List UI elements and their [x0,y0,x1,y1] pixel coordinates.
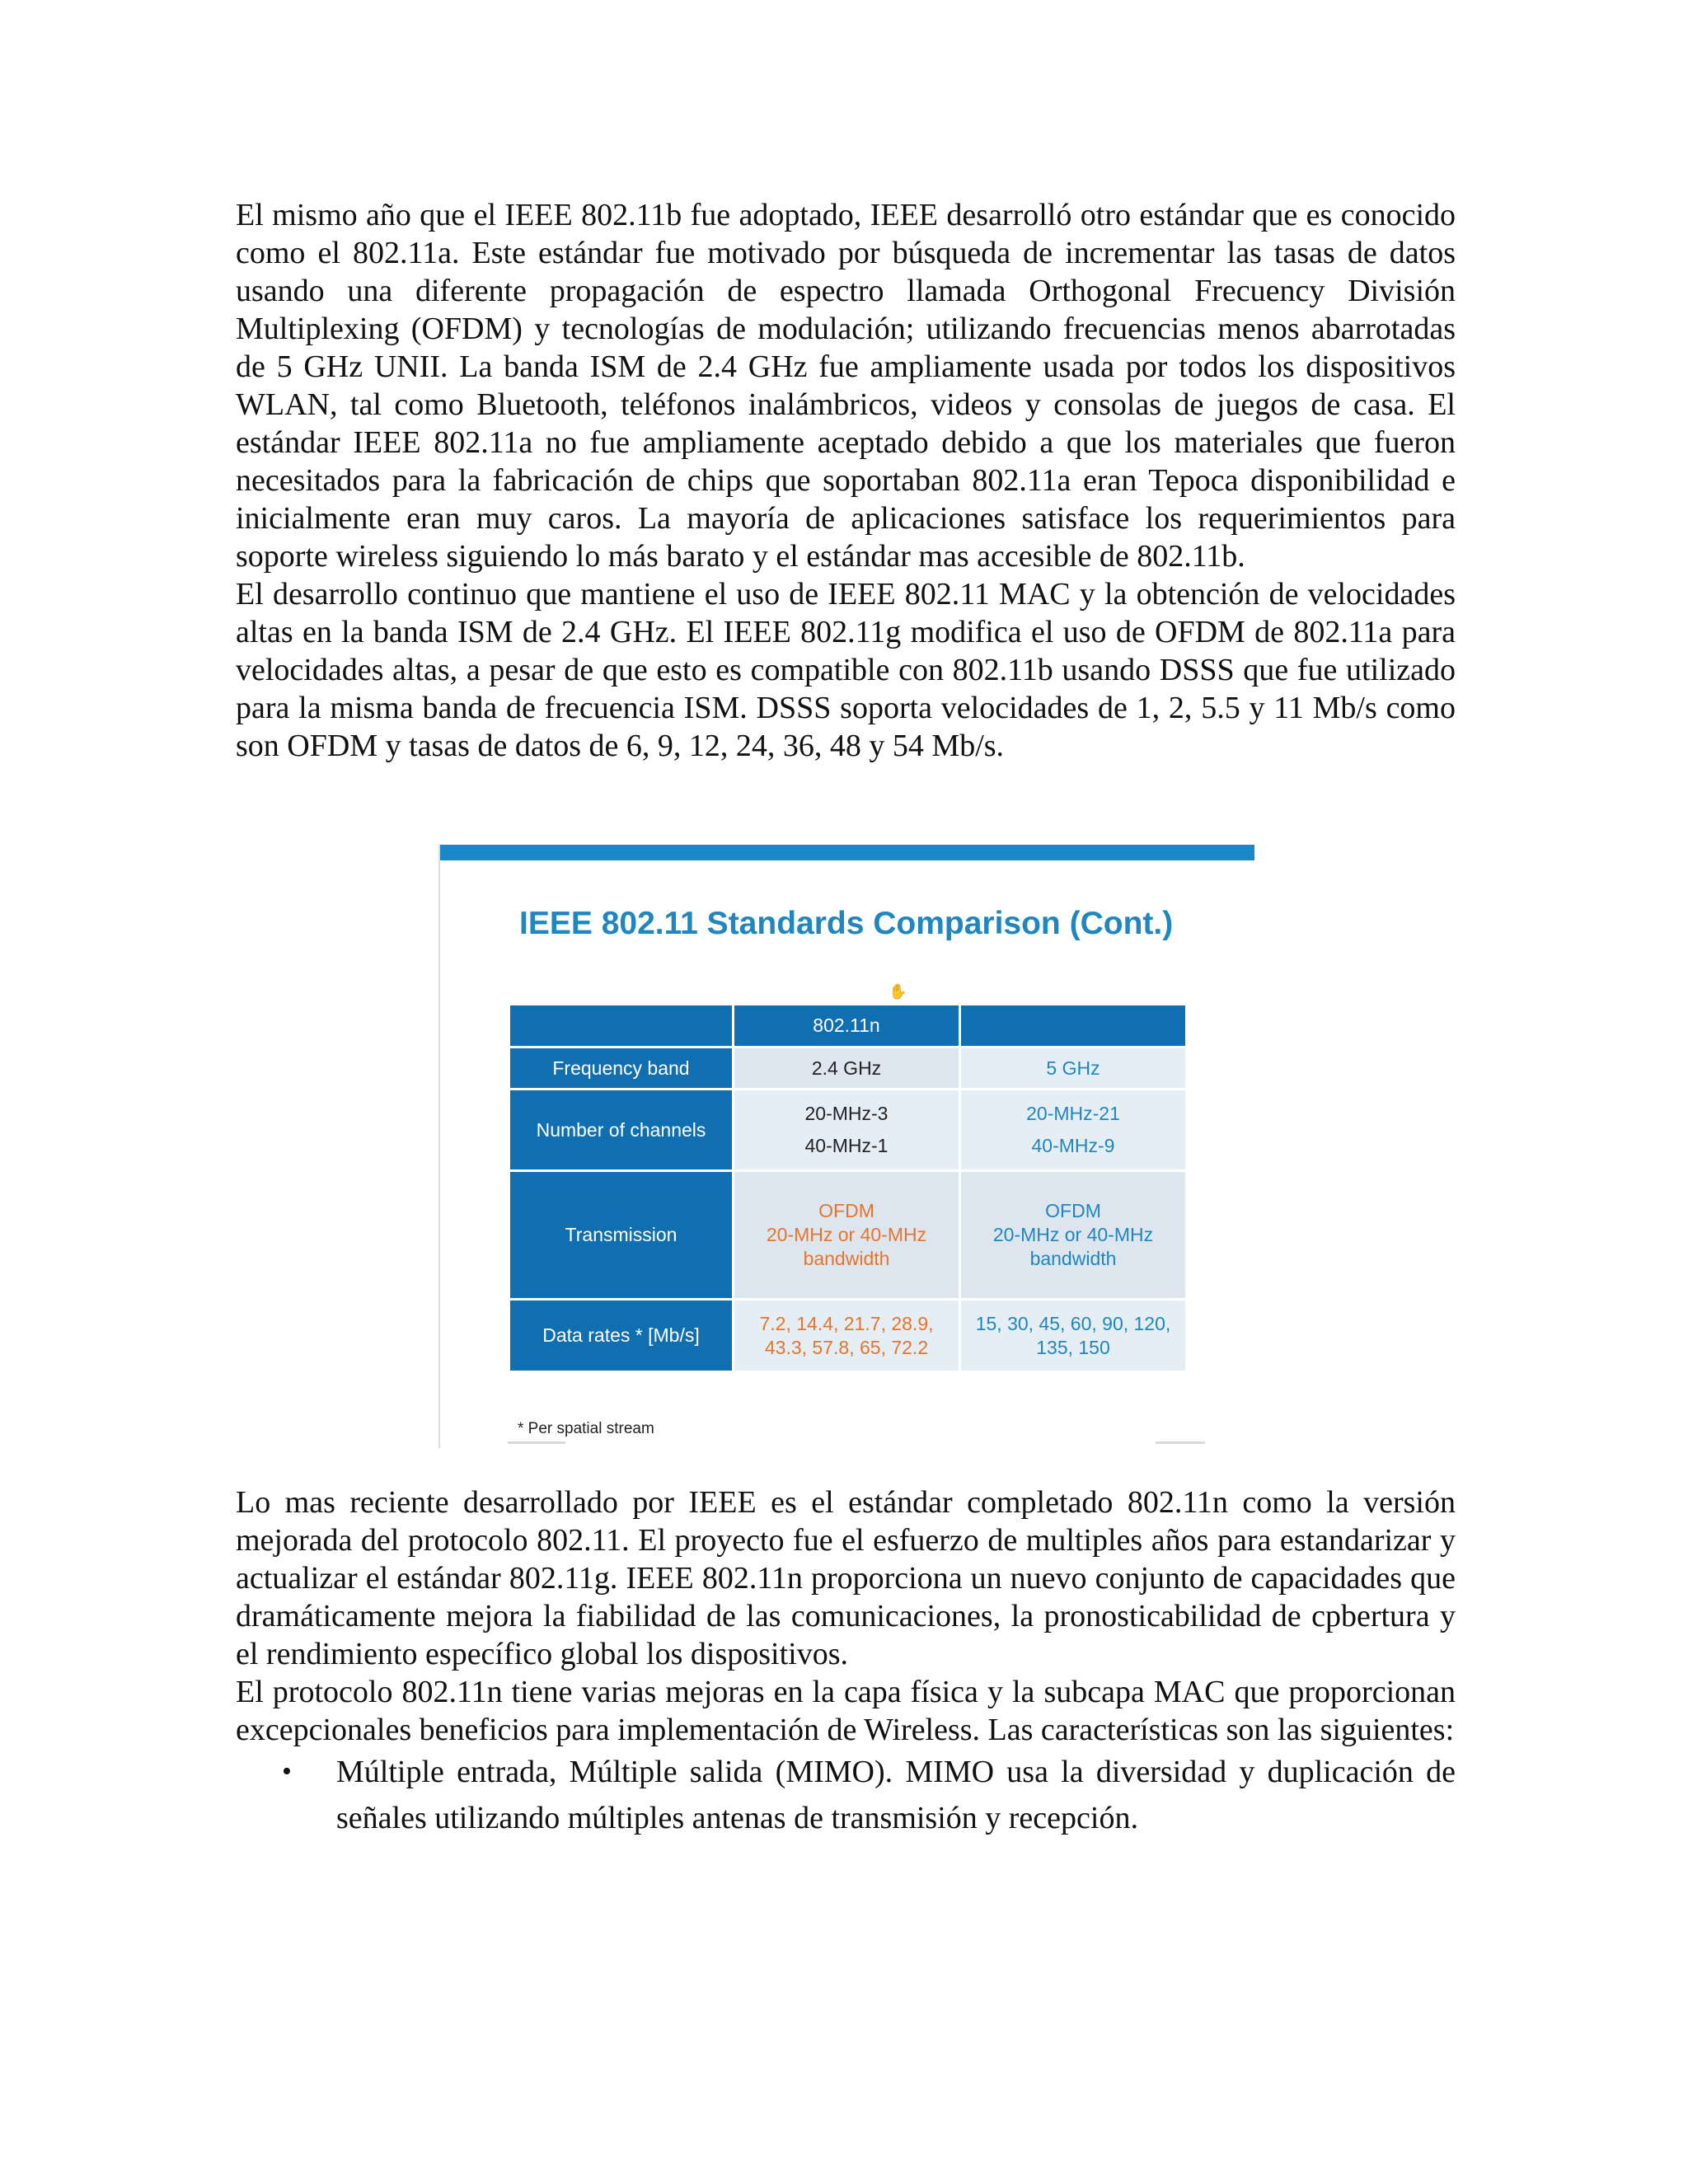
cell-channels-5ghz [960,1090,1187,1171]
cell-text: 40-MHz-1 [804,1135,889,1156]
cell-transmission-24ghz [734,1171,960,1300]
slide-footnote: * Per spatial stream [518,1420,654,1437]
cell-datarates-5ghz [960,1300,1187,1372]
table-row [509,1171,1187,1300]
cell-text: OFDM [818,1200,874,1221]
cell-frequency-5ghz [960,1047,1187,1090]
paragraph-80211a: El mismo año que el IEEE 802.11b fue adoptado, IEEE desarrolló otro estándar que es conocido como el 802.11a. Este estándar fue motivado por búsqueda de incrementar las tasas de datos usando una diferente propagación de espectro llamada Orthogonal Frecuency División Multiplexing (OFDM) y tecnologías de modulación; utilizando frecuencias menos abarrotadas de 5 GHz UNII. La banda ISM de 2.4 GHz fue ampliamente usada por todos los dispositivos WLAN, tal como Bluetooth, teléfonos inalámbricos, videos y consolas de juegos de casa. El estándar IEEE 802.11a no fue ampliamente aceptado debido a que los materiales que fueron necesitados para la fabricación de chips que soportaban 802.11a eran Tepoca disponibilidad e inicialmente eran muy caros. La mayoría de aplicaciones satisface los requerimientos para soporte wireless siguiendo lo más barato y el estándar mas accesible de 802.11b. [236,198,1456,574]
slide-footer-mark-right [1156,1441,1205,1444]
cell-text: bandwidth [803,1248,890,1269]
slide-footer-mark-left [508,1441,565,1444]
cell-text: 135, 150 [1036,1336,1110,1358]
paragraph-80211n-features: El protocolo 802.11n tiene varias mejoras en la capa física y la subcapa MAC que proporcionan excepcionales beneficios para implementación de Wireless. Las características son las siguientes: [236,1675,1456,1747]
cell-text: 20-MHz or 40-MHz [766,1224,927,1245]
hand-cursor-icon: ✋ [889,983,907,1000]
feature-list [236,1749,1456,1841]
comparison-table [508,1003,1188,1373]
header-cell-empty-right [960,1005,1187,1047]
cell-text: 40-MHz-9 [1031,1135,1115,1156]
cell-text: 7.2, 14.4, 21.7, 28.9, [759,1312,934,1334]
cell-transmission-5ghz [960,1171,1187,1300]
embedded-slide [438,845,1254,1448]
table-row [509,1300,1187,1372]
cell-text: 2.4 GHz [811,1057,882,1079]
row-label-frequency-band: Frequency band [509,1047,734,1090]
cell-text: 5 GHz [1046,1057,1100,1079]
cell-datarates-24ghz [734,1300,960,1372]
cell-text: 20-MHz or 40-MHz [992,1224,1154,1245]
paragraph-80211g: El desarrollo continuo que mantiene el uso de IEEE 802.11 MAC y la obtención de velocidades altas en la banda ISM de 2.4 GHz. El IEEE 802.11g modifica el uso de OFDM de 802.11a para velocidades altas, a pesar de que esto es compatible con 802.11b usando DSSS que fue utilizado para la misma banda de frecuencia ISM. DSSS soporta velocidades de 1, 2, 5.5 y 11 Mb/s como son OFDM y tasas de datos de 6, 9, 12, 24, 36, 48 y 54 Mb/s. [236,577,1456,763]
table-row [509,1047,1187,1090]
row-label-data-rates: Data rates * [Mb/s] [509,1300,734,1372]
cell-text: 43.3, 57.8, 65, 72.2 [764,1336,929,1358]
bottom-text-block [236,1483,1456,1841]
list-item [236,1749,1456,1841]
cell-text: OFDM [1045,1200,1101,1221]
table-header-row [509,1005,1187,1047]
cell-channels-24ghz [734,1090,960,1171]
row-label-transmission: Transmission [509,1171,734,1300]
cell-text: 20-MHz-3 [804,1103,889,1124]
cell-text: 20-MHz-21 [1026,1103,1120,1124]
row-label-number-of-channels: Number of channels [509,1090,734,1171]
slide-title: IEEE 802.11 Standards Comparison (Cont.) [519,906,1174,941]
paragraph-80211n-intro: Lo mas reciente desarrollado por IEEE es el estándar completado 802.11n como la versión mejorada del protocolo 802.11. El proyecto fue el esfuerzo de multiples años para estandarizar y actualizar el estándar 802.11g. IEEE 802.11n proporciona un nuevo conjunto de capacidades que dramáticamente mejora la fiabilidad de las comunicaciones, la pronosticabilidad de cpbertura y el rendimiento específico global los dispositivos. [236,1485,1456,1671]
slide-top-bar [440,845,1254,860]
header-cell-empty-left [509,1005,734,1047]
header-cell-80211n: 802.11n [734,1005,960,1047]
bullet-icon: • [282,1756,292,1787]
top-text-block [236,196,1456,765]
cell-text: 15, 30, 45, 60, 90, 120, [975,1312,1171,1334]
table-row [509,1090,1187,1171]
cell-frequency-24ghz [734,1047,960,1090]
cell-text: bandwidth [1029,1248,1117,1269]
bullet-text: Múltiple entrada, Múltiple salida (MIMO). MIMO usa la diversidad y duplicación de señales utilizando múltiples antenas de transmisión y recepción. [336,1755,1456,1835]
